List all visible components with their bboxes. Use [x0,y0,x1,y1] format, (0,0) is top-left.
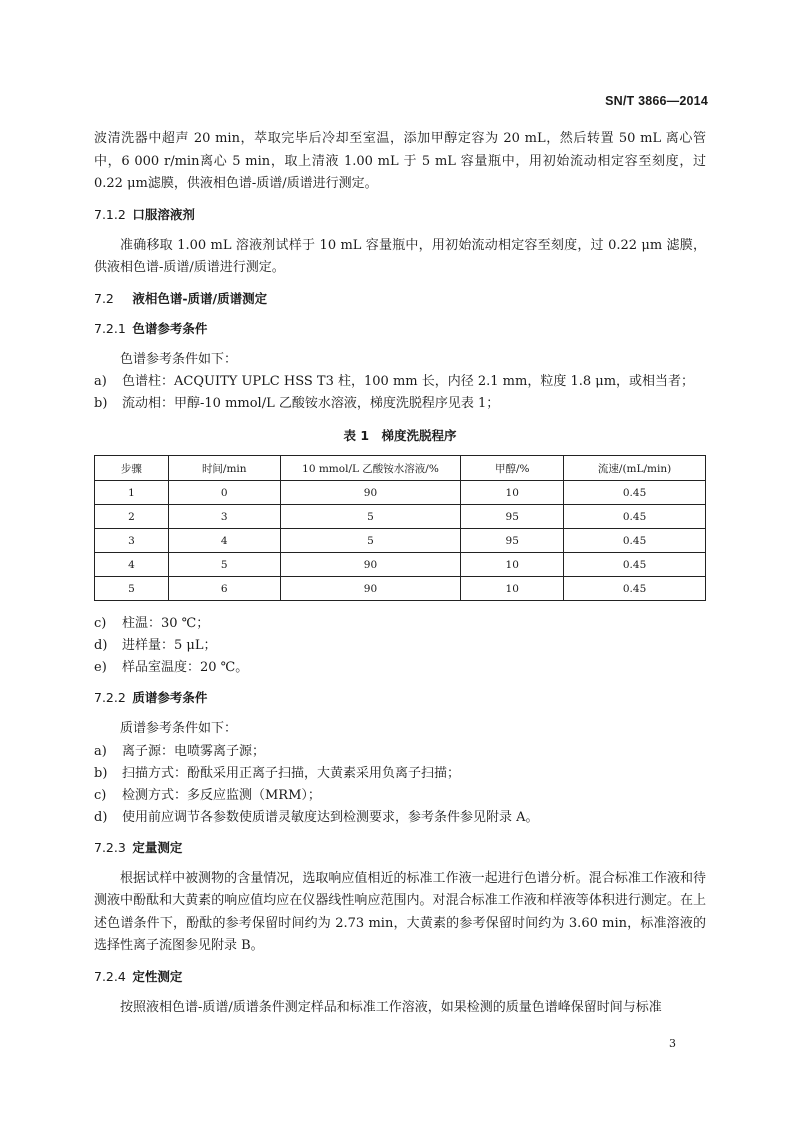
heading-7-1-2 [94,204,706,226]
chrom-conditions-list-a [94,371,706,415]
table-cell: 95 [461,529,564,553]
table-row [95,553,706,577]
ms-conditions-list [94,741,706,829]
heading-number: 7.2 [94,290,114,306]
header-time: 时间/min [168,456,280,481]
heading-title: 口服溶液剂 [132,206,195,222]
table-cell: 90 [280,481,461,505]
table-row [95,505,706,529]
list-item [94,613,706,635]
table-cell: 4 [168,529,280,553]
chrom-conditions-list-b [94,613,706,679]
paragraph-continuation: 波清洗器中超声 20 min，萃取完毕后冷却至室温，添加甲醇定容为 20 mL，然后转置 50 mL 离心管中，6 000 r/min离心 5 min，取上清液 1.00 mL 于 5 mL 容量瓶中，用初始流动相定容至刻度，过0.22 μm滤膜，供液相色谱-质谱/质谱进行测定。 [94,131,706,191]
table-cell: 90 [280,577,461,601]
heading-7-2-1 [94,318,706,340]
list-marker: d) [94,638,108,653]
list-marker: c) [94,787,107,803]
table-cell: 0.45 [564,505,706,529]
list-marker: b) [94,396,108,411]
table-cell: 10 [461,553,564,577]
heading-title: 定性测定 [132,968,183,984]
table-cell: 5 [95,577,169,601]
heading-title: 定量测定 [132,839,183,855]
heading-7-2-4 [94,966,706,988]
header-step: 步骤 [95,456,169,481]
table-cell: 1 [95,481,169,505]
table-row [95,577,706,601]
heading-number: 7.2.3 [94,839,126,855]
list-text: 离子源：电喷雾离子源； [122,743,266,759]
document-body [94,128,706,1019]
heading-7-2-3 [94,837,706,859]
table-cell: 0.45 [564,481,706,505]
table-cell: 5 [280,529,461,553]
list-text: 柱温：30 ℃； [122,616,210,631]
table-cell: 3 [95,529,169,553]
heading-7-2-2 [94,687,706,709]
table-cell: 10 [461,577,564,601]
heading-number: 7.2.1 [94,320,126,336]
table-cell: 5 [280,505,461,529]
table-cell: 6 [168,577,280,601]
list-text: 流动相：甲醇-10 mmol/L 乙酸铵水溶液，梯度洗脱程序见表 1； [122,396,500,411]
paragraph-qualitative: 按照液相色谱-质谱/质谱条件测定样品和标准工作溶液，如果检测的质量色谱峰保留时间与标准 [120,999,662,1015]
list-item [94,763,706,785]
header-methanol: 甲醇/% [461,456,564,481]
list-text: 检测方式：多反应监测（MRM）； [122,787,321,803]
list-marker: d) [94,809,108,825]
list-marker: c) [94,616,107,631]
heading-title: 液相色谱-质谱/质谱测定 [132,290,268,306]
list-marker: a) [94,374,107,389]
table-cell: 0 [168,481,280,505]
gradient-table [94,455,706,601]
table-header-row [95,456,706,481]
list-text: 使用前应调节各参数使质谱灵敏度达到检测要求，参考条件参见附录 A。 [122,809,539,825]
heading-7-2 [94,288,706,310]
paragraph-ms-intro: 质谱参考条件如下： [120,721,238,736]
heading-title: 色谱参考条件 [132,320,208,336]
paragraph-chrom-intro: 色谱参考条件如下： [120,351,238,367]
paragraph-oral-solution: 准确移取 1.00 mL 溶液剂试样于 10 mL 容量瓶中，用初始流动相定容至刻度，过 0.22 μm 滤膜，供液相色谱-质谱/质谱进行测定。 [94,237,706,275]
list-marker: e) [94,660,107,675]
list-item [94,657,706,679]
header-flow-rate: 流速/(mL/min) [564,456,706,481]
list-item [94,371,706,393]
table-row [95,481,706,505]
header-ammonium-acetate: 10 mmol/L 乙酸铵水溶液/% [280,456,461,481]
table-title: 表 1 梯度洗脱程序 [343,428,457,443]
table-cell: 90 [280,553,461,577]
list-item [94,807,706,829]
paragraph-quantitative: 根据试样中被测物的含量情况，选取响应值相近的标准工作液一起进行色谱分析。混合标准工作液和待测液中酚酞和大黄素的响应值均应在仪器线性响应范围内。对混合标准工作液和样液等体积进行测定。在上述色谱条件下，酚酞的参考保留时间约为 2.73 min，大黄素的参考保留时间约为 3.60 min，标准溶液的选择性离子流图参见附录 B。 [94,870,706,953]
list-text: 样品室温度：20 ℃。 [122,660,249,675]
table-row [95,529,706,553]
heading-number: 7.2.4 [94,968,126,984]
list-item [94,393,706,415]
list-marker: b) [94,765,108,781]
list-text: 色谱柱：ACQUITY UPLC HSS T3 柱，100 mm 长，内径 2.1 mm，粒度 1.8 μm，或相当者； [122,374,695,389]
table-cell: 2 [95,505,169,529]
table-cell: 4 [95,553,169,577]
heading-title: 质谱参考条件 [132,690,208,705]
heading-number: 7.1.2 [94,206,126,222]
table-cell: 0.45 [564,553,706,577]
table-cell: 3 [168,505,280,529]
table-cell: 0.45 [564,577,706,601]
standard-code: SN/T 3866—2014 [605,94,708,108]
table-cell: 95 [461,505,564,529]
list-item [94,741,706,763]
page-number: 3 [669,1037,676,1050]
list-text: 进样量：5 μL； [122,638,217,653]
list-marker: a) [94,743,107,759]
table-cell: 0.45 [564,529,706,553]
list-item [94,785,706,807]
list-item [94,635,706,657]
table-cell: 10 [461,481,564,505]
heading-number: 7.2.2 [94,690,126,705]
list-text: 扫描方式：酚酞采用正离子扫描，大黄素采用负离子扫描； [122,765,461,781]
table-cell: 5 [168,553,280,577]
